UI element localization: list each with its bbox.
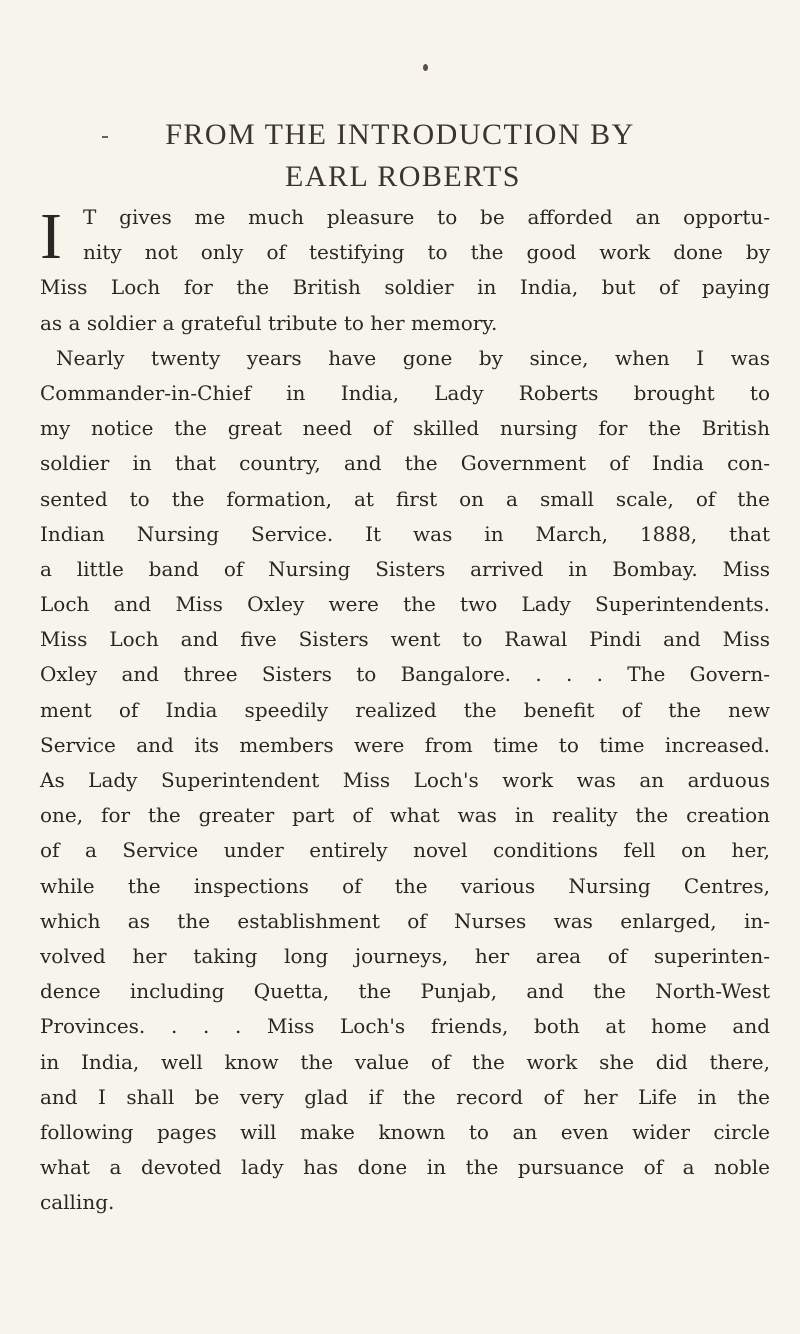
text-line: one, for the greater part of what was in reality the creation [40, 803, 770, 828]
text-line: as a soldier a grateful tribute to her memory. [40, 310, 498, 335]
ink-speck [423, 64, 428, 71]
text-line: a little band of Nursing Sisters arrived in Bombay. Miss [40, 556, 770, 581]
text-line: T gives me much pleasure to be afforded an opportu- [83, 205, 770, 229]
text-line: following pages will make known to an even wider circle [40, 1119, 770, 1144]
body-text [40, 200, 770, 1220]
text-line: dence including Quetta, the Punjab, and the North-West [40, 979, 770, 1004]
heading-line-1: FROM THE INTRODUCTION BY [0, 118, 800, 152]
heading-line-2: EARL ROBERTS [285, 160, 521, 193]
text-line: Oxley and three Sisters to Bangalore. . . . The Govern- [40, 662, 770, 687]
text-line: soldier in that country, and the Government of India con- [40, 451, 770, 476]
text-line: which as the establishment of Nurses was enlarged, in- [40, 908, 770, 933]
text-line: volved her taking long journeys, her area of superinten- [40, 943, 770, 968]
text-line: in India, well know the value of the work she did there, [40, 1049, 770, 1074]
text-line: Loch and Miss Oxley were the two Lady Superintendents. [40, 592, 770, 617]
text-line: what a devoted lady has done in the pursuance of a noble [40, 1155, 770, 1180]
drop-cap: I [40, 200, 62, 273]
text-line: Miss Loch and five Sisters went to Rawal Pindi and Miss [40, 627, 770, 652]
text-line: and I shall be very glad if the record of her Life in the [40, 1084, 770, 1109]
text-line: while the inspections of the various Nursing Centres, [40, 873, 770, 898]
text-line: ment of India speedily realized the benefit of the new [40, 697, 770, 722]
text-line: Service and its members were from time to time increased. [40, 732, 770, 757]
text-line: Miss Loch for the British soldier in India, but of paying [40, 275, 770, 300]
text-line: As Lady Superintendent Miss Loch's work was an arduous [40, 768, 770, 792]
text-line: Commander-in-Chief in India, Lady Roberts brought to [40, 380, 770, 405]
text-line: Indian Nursing Service. It was in March, 1888, that [40, 521, 770, 546]
text-line: calling. [40, 1190, 115, 1215]
text-line: nity not only of testifying to the good work done by [83, 240, 770, 265]
text-line: Provinces. . . . Miss Loch's friends, both at home and [40, 1014, 770, 1039]
text-line: my notice the great need of skilled nursing for the British [40, 416, 770, 441]
text-line: sented to the formation, at first on a small scale, of the [40, 486, 770, 511]
text-line: of a Service under entirely novel conditions fell on her, [40, 838, 770, 863]
text-line: Nearly twenty years have gone by since, when I was [56, 345, 770, 370]
